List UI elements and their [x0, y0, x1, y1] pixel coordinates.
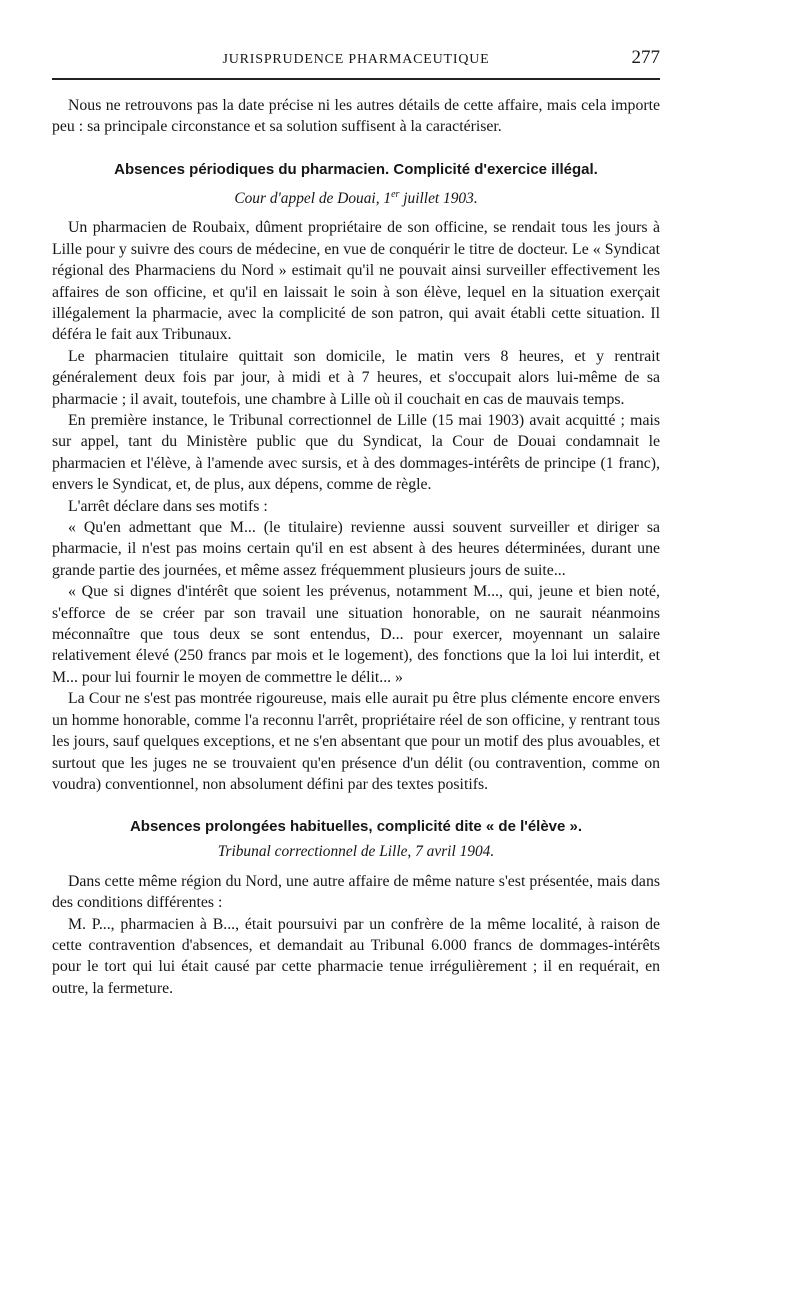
section-title-prolonged-absences: Absences prolongées habituelles, complicité dite « de l'élève ». — [129, 818, 583, 836]
page-number: 277 — [631, 47, 660, 68]
section-source-douai — [52, 184, 660, 210]
section-source-lille: Tribunal correctionnel de Lille, 7 avril 1904. — [217, 843, 495, 861]
paragraph: Le pharmacien titulaire quittait son domicile, le matin vers 8 heures, et y rentrait généralement deux fois par jour, à midi et à 7 heures, et s'occupait alors lui-même de sa pharmacie ; il avait, toutefois, une chambre à Lille où il couchait en cas de mauvais temps. — [52, 347, 660, 408]
quote-paragraph: « Qu'en admettant que M... (le titulaire) revienne aussi souvent surveiller et diriger sa pharmacie, il n'est pas moins certain qu'il en est absent à des heures déterminées, durant une grande partie des journées, et même assez fréquemment plusieurs jours de suite... — [52, 519, 660, 579]
paragraph: M. P..., pharmacien à B..., était poursuivi par un confrère de la même localité, à raison de cette contravention d'absences, et demandait au Tribunal 6.000 francs de dommages-intérêts pour le tort qui lui était causé par cette pharmacie tenue irrégulièrement ; il en requérait, en outre, la fermeture. — [52, 915, 660, 997]
source-prefix: Cour d'appel de Douai, 1 — [234, 189, 392, 207]
running-title: JURISPRUDENCE PHARMACEUTIQUE — [222, 52, 490, 67]
paragraph: Un pharmacien de Roubaix, dûment propriétaire de son officine, se rendait tous les jours à Lille pour y suivre des cours de médecine, en vue de conquérir le titre de docteur. Le « Syndicat régional des Pharmaciens du Nord » estimait qu'il ne pouvait ainsi surveiller effectivement les affaires de son officine, et qu'il en laissait le soin à son élève, lequel en la situation exerçait illégalement la pharmacie, avec la complicité de son patron, qui avait établi cette situation. Il déféra le fait aux Tribunaux. — [52, 219, 660, 344]
paragraph: En première instance, le Tribunal correctionnel de Lille (15 mai 1903) avait acquitté ; mais sur appel, tant du Ministère public que du Syndicat, la Cour de Douai condamnait le pharmacien et l'élève, à l'amende avec sursis, et à des dommages-intérêts de principe (1 franc), envers le Syndicat, et, de plus, aux dépens, comme de règle. — [52, 412, 660, 494]
paragraph: Dans cette même région du Nord, une autre affaire de même nature s'est présentée, mais dans des conditions différentes : — [52, 872, 660, 912]
intro-paragraph: Nous ne retrouvons pas la date précise ni les autres détails de cette affaire, mais cela importe peu : sa principale circonstance et sa solution suffisent à la caractériser. — [52, 97, 660, 136]
quote-paragraph: « Que si dignes d'intérêt que soient les prévenus, notamment M..., qui, jeune et bien noté, s'efforce de se créer par son travail une situation honorable, on ne saurait néanmoins méconnaître que tous deux se sont entendus, D... pour exercer, moyennant un salaire relativement élevé (250 francs par mois et le logement), des fonctions que la loi lui interdit, et M... pour lui fournir le moyen de commettre le délit... » — [52, 583, 660, 686]
running-header — [52, 47, 660, 72]
header-rule — [52, 78, 660, 80]
body-text — [52, 95, 660, 999]
source-suffix: juillet 1903. — [399, 189, 478, 207]
paragraph: L'arrêt déclare dans ses motifs : — [68, 497, 268, 515]
source-superscript: er — [391, 188, 400, 200]
section-title-periodic-absences: Absences périodiques du pharmacien. Complicité d'exercice illégal. — [114, 160, 598, 178]
paragraph: La Cour ne s'est pas montrée rigoureuse, mais elle aurait pu être plus clémente encore envers un homme honorable, comme l'a reconnu l'arrêt, propriétaire réel de son officine, y rentrant tous les jours, sauf quelques exceptions, et ne s'en absentant que pour un motif des plus avouables, et surtout que les juges ne se trouvaient qu'en présence d'un délit (ou contravention, comme on voudra) conventionnel, non absolument défini par des textes positifs. — [52, 690, 660, 793]
